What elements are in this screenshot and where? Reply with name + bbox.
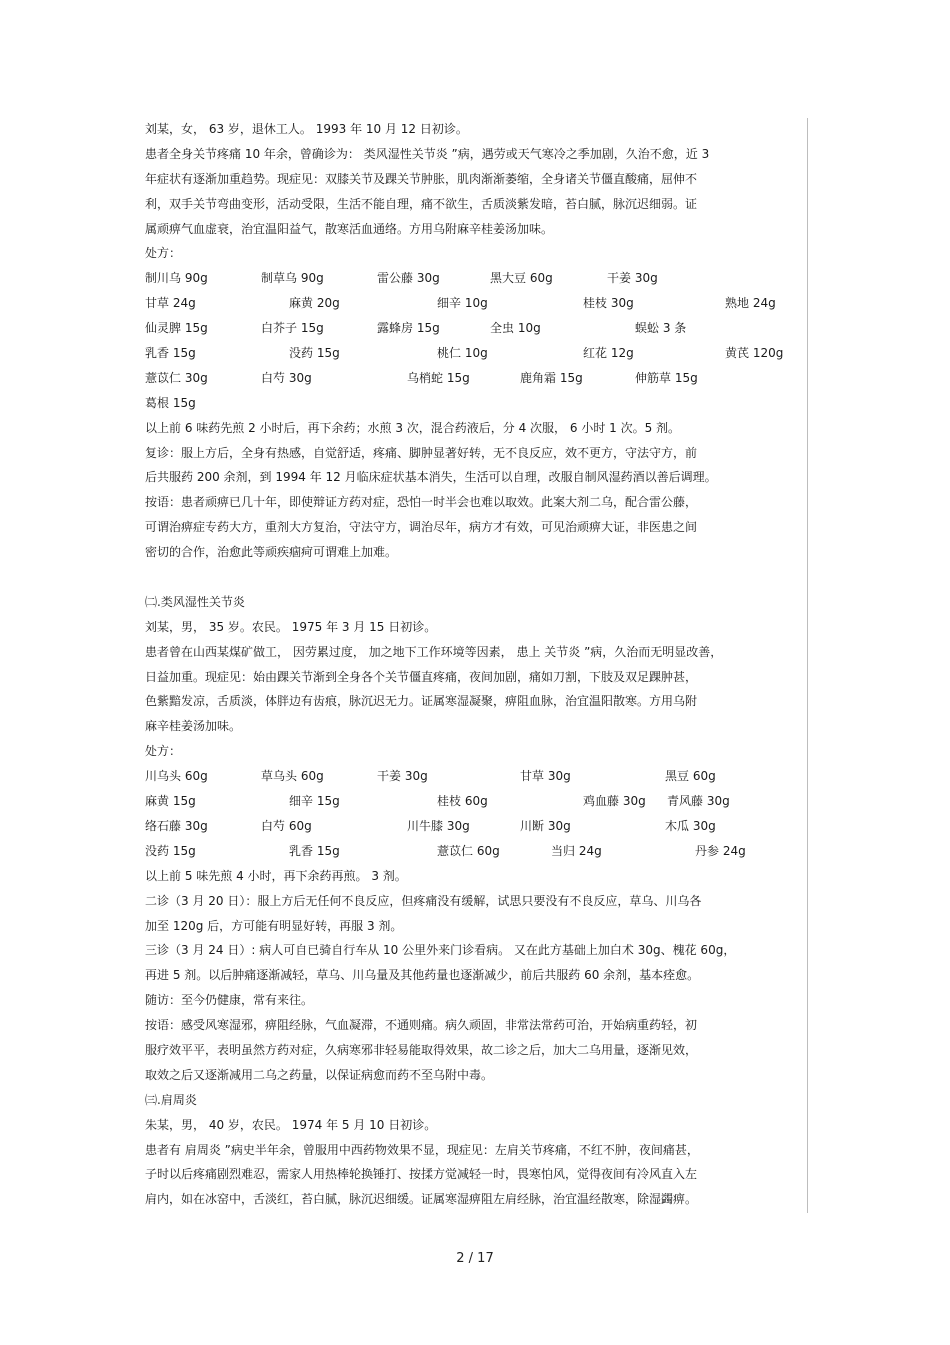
herb-item: 雷公藤 30g [377,271,440,286]
herb-item: 络石藤 30g [145,818,208,833]
herb-item: 桂枝 30g [583,296,634,311]
herb-item: 伸筋草 15g [635,370,698,385]
herb-item: 乳香 15g [289,843,340,858]
case2-heading: ㈡.类风湿性关节炎 [145,594,245,609]
case1-rx-row [145,291,809,316]
herb-item: 黄芪 120g [725,346,784,361]
case2-decoction: 以上前 5 味先煎 4 小时，再下余药再煎。 3 剂。 [145,868,407,883]
herb-item: 制草乌 90g [261,271,324,286]
page-indicator: 2 / 17 [456,1251,494,1266]
case1-rx-row [145,316,809,341]
case1-note-line: 可谓治痹症专药大方，重剂大方复治，守法守方，调治尽年，病方才有效，可见治顽痹大证，非医患之间 [145,520,698,535]
herb-item: 黑豆 60g [665,769,716,784]
herb-item: 甘草 24g [145,296,196,311]
herb-item: 细辛 10g [437,296,488,311]
case3-history-line: 肩内，如在冰窑中，舌淡红，苔白腻，脉沉迟细缓。证属寒湿痹阻左肩经脉，治宜温经散寒，除湿蠲痹。 [145,1192,698,1207]
herb-item: 桃仁 10g [437,346,488,361]
herb-item: 麻黄 20g [289,296,340,311]
herb-item: 白芍 60g [261,818,312,833]
case3-history-line: 子时以后疼痛剧烈难忍，需家人用热棒轮换锤打、按揉方觉减轻一时，畏寒怕风，觉得夜间有冷风直入左 [145,1167,698,1182]
case2-visit-line: 三诊（3 月 24 日）: 病人可自已骑自行车从 10 公里外来门诊看病。 又在此方基础上加白术 30g、槐花 60g， [145,943,736,958]
case1-history-line: 患者全身关节疼痛 10 年余，曾确诊为： 类风湿性关节炎 ”病，遇劳或天气寒冷之季加剧，久治不愈，近 3 [145,146,710,161]
herb-item: 露蜂房 15g [377,321,440,336]
case2-visit-line: 再进 5 剂。以后肿痛逐渐减轻，草乌、川乌量及其他药量也逐渐减少，前后共服药 60 余剂，基本痊愈。 [145,968,700,983]
herb-item: 蜈蚣 3 条 [635,321,687,336]
herb-item: 川断 30g [520,818,571,833]
case2-rx-row [145,789,809,814]
herb-item: 没药 15g [145,843,196,858]
herb-item: 红花 12g [583,346,634,361]
case2-history-line: 麻辛桂姜汤加味。 [145,719,242,734]
herb-item: 川乌头 60g [145,769,208,784]
case1-followup-line: 后共服药 200 余剂，到 1994 年 12 月临床症状基本消失，生活可以自理，改服自制风湿药酒以善后调理。 [145,470,717,485]
case1-history-line: 属顽痹气血虚衰，治宜温阳益气，散寒活血通络。方用乌附麻辛桂姜汤加味。 [145,221,554,236]
herb-item: 全虫 10g [490,321,541,336]
case1-note-line: 密切的合作，治愈此等顽疾痼疴可谓难上加难。 [145,545,398,560]
herb-item: 没药 15g [289,346,340,361]
case2-history-line: 色紫黯发凉，舌质淡，体胖边有齿痕，脉沉迟无力。证属寒湿凝聚，痹阻血脉，治宜温阳散寒。方用乌附 [145,694,698,709]
case1-followup-line: 复诊：服上方后，全身有热感，自觉舒适，疼痛、脚肿显著好转，无不良反应，效不更方，守法守方，前 [145,445,698,460]
case1-history-line: 年症状有逐渐加重趋势。现症见：双膝关节及踝关节肿胀，肌肉渐渐萎缩，全身诸关节僵直酸痛，屈伸不 [145,171,698,186]
herb-item: 桂枝 60g [437,794,488,809]
case2-visit-line: 加至 120g 后，方可能有明显好转，再服 3 剂。 [145,918,403,933]
herb-item: 木瓜 30g [665,818,716,833]
case2-visit-line: 二诊（3 月 20 日）：服上方后无任何不良反应，但疼痛没有缓解，试思只要没有不良反应，草乌、川乌各 [145,893,702,908]
herb-item: 仙灵脾 15g [145,321,208,336]
case2-history-line: 日益加重。现症见：始由踝关节渐到全身各个关节僵直疼痛，夜间加剧，痛如刀割，下肢及双足踝肿甚， [145,669,698,684]
herb-item: 干姜 30g [377,769,428,784]
case2-note-line: 按语：感受风寒湿邪，痹阻经脉，气血凝滞，不通则痛。病久顽固，非常法常药可治，开始病重药轻，初 [145,1018,698,1033]
case1-rx-label: 处方： [145,246,182,261]
herb-item: 乌梢蛇 15g [407,370,470,385]
herb-item: 细辛 15g [289,794,340,809]
case3-history-line: 患者有 肩周炎 ”病史半年余，曾服用中西药物效果不显，现症见：左肩关节疼痛，不红不肿，夜间痛甚， [145,1142,699,1157]
herb-item: 甘草 30g [520,769,571,784]
herb-item: 薏苡仁 60g [437,843,500,858]
herb-item: 乳香 15g [145,346,196,361]
case2-intro: 刘某，男， 35 岁。农民。 1975 年 3 月 15 日初诊。 [145,619,437,634]
section-spacer [145,565,809,590]
case2-note-line: 取效之后又逐渐减用二乌之药量，以保证病愈而药不至乌附中毒。 [145,1067,494,1082]
herb-item: 草乌头 60g [261,769,324,784]
herb-item: 熟地 24g [725,296,776,311]
herb-item: 黑大豆 60g [490,271,553,286]
case2-rx-row [145,839,809,864]
case1-rx-row [145,391,809,416]
herb-item: 青风藤 30g [667,794,730,809]
herb-item: 鹿角霜 15g [520,370,583,385]
case1-decoction: 以上前 6 味药先煎 2 小时后，再下余药；水煎 3 次，混合药液后，分 4 次服， 6 小时 1 次。5 剂。 [145,420,681,435]
herb-item: 川牛膝 30g [407,818,470,833]
case3-intro: 朱某，男， 40 岁，农民。 1974 年 5 月 10 日初诊。 [145,1117,437,1132]
case1-rx-row [145,366,809,391]
case1-intro: 刘某，女， 63 岁，退休工人。 1993 年 10 月 12 日初诊。 [145,122,468,136]
herb-item: 白芥子 15g [261,321,324,336]
herb-item: 当归 24g [551,843,602,858]
herb-item: 制川乌 90g [145,271,208,286]
case3-heading: ㈢.肩周炎 [145,1092,197,1107]
case2-rx-row [145,814,809,839]
case1-note-line: 按语：患者顽痹已几十年，即使辩证方药对症，恐怕一时半会也难以取效。此案大剂二乌，配合雷公藤， [145,495,698,510]
case2-visit-line: 随访：至今仍健康，常有来往。 [145,993,314,1008]
case1-rx-row [145,341,809,366]
case1-rx-row [145,266,809,291]
document-body [145,117,809,1212]
case1-history-line: 利，双手关节弯曲变形，活动受限，生活不能自理，痛不欲生，舌质淡紫发暗，苔白腻，脉沉迟细弱。证 [145,196,698,211]
herb-item: 干姜 30g [607,271,658,286]
herb-item: 鸡血藤 30g [583,794,646,809]
herb-item: 丹参 24g [695,843,746,858]
herb-item: 白芍 30g [261,370,312,385]
case2-note-line: 服疗效平平，表明虽然方药对症，久病寒邪非轻易能取得效果，故二诊之后，加大二乌用量，逐渐见效， [145,1042,698,1057]
case2-rx-label: 处方： [145,744,182,759]
herb-item: 葛根 15g [145,395,196,410]
herb-item: 薏苡仁 30g [145,370,208,385]
herb-item: 麻黄 15g [145,794,196,809]
case2-rx-row [145,764,809,789]
case2-history-line: 患者曾在山西某煤矿做工， 因劳累过度， 加之地下工作环境等因素， 患上 关节炎 ”病，久治而无明显改善， [145,644,723,659]
